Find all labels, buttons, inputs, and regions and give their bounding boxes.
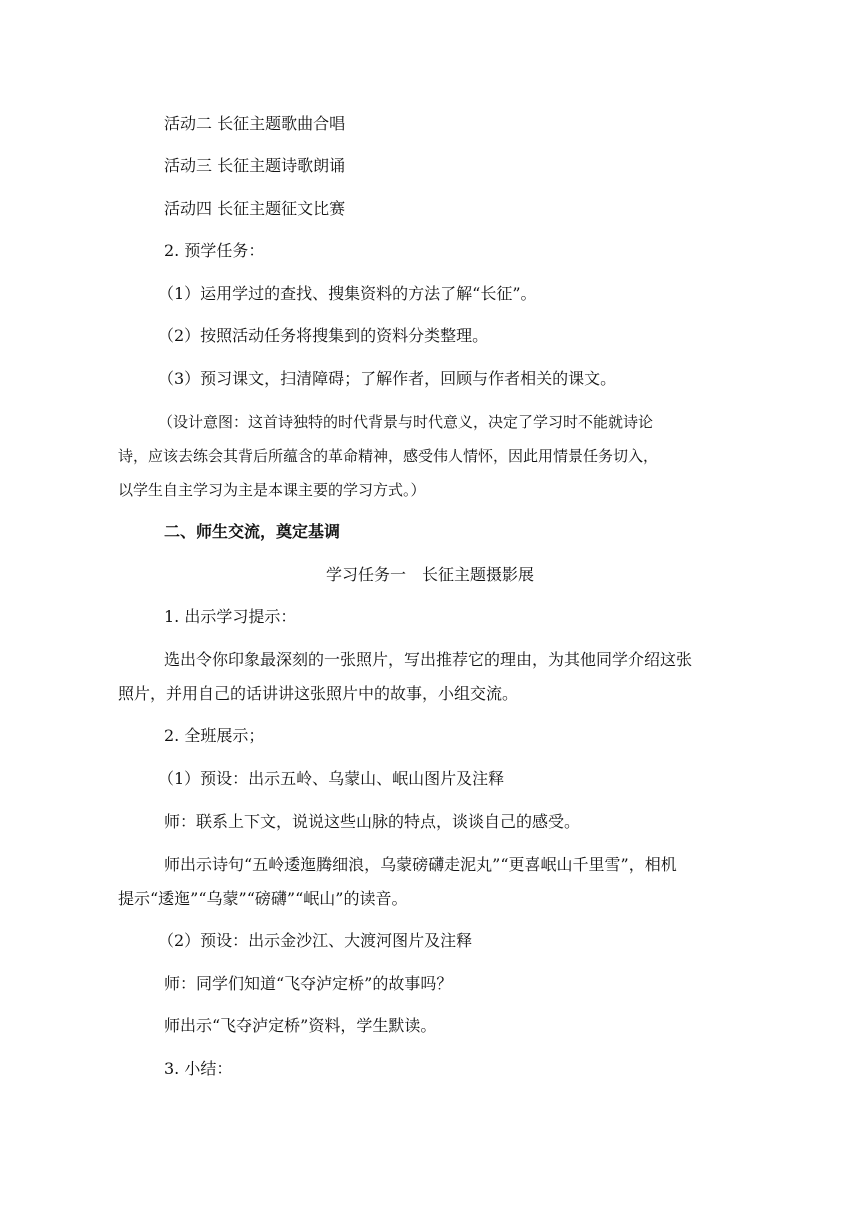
- learning-tip-heading: 1. 出示学习提示：: [164, 607, 297, 626]
- teacher-line-1: 师：联系上下文，说说这些山脉的特点，谈谈自己的感受。: [164, 812, 581, 831]
- section-heading: 二、师生交流，奠定基调: [164, 522, 341, 541]
- teacher-question: 师：同学们知道“飞夺泸定桥”的故事吗？: [164, 974, 453, 993]
- learning-tip-line-2: 照片，并用自己的话讲讲这张照片中的故事，小组交流。: [118, 684, 519, 703]
- preset-2: （2）预设：出示金沙江、大渡河图片及注释: [158, 931, 473, 950]
- summary-heading: 3. 小结：: [164, 1059, 233, 1078]
- activity-three: 活动三 长征主题诗歌朗诵: [164, 156, 346, 175]
- preset-1: （1）预设：出示五岭、乌蒙山、岷山图片及注释: [158, 769, 505, 788]
- teacher-poem-line-1: 师出示诗句“五岭逶迤腾细浪，乌蒙磅礴走泥丸”“更喜岷山千里雪”，相机: [164, 855, 677, 874]
- activity-two: 活动二 长征主题歌曲合唱: [164, 114, 346, 133]
- preview-task-item-1: （1）运用学过的查找、搜集资料的方法了解“长征”。: [158, 284, 537, 303]
- activity-four: 活动四 长征主题征文比赛: [164, 199, 346, 218]
- design-intent-line-1: （设计意图：这首诗独特的时代背景与时代意义，决定了学习时不能就诗论: [158, 413, 654, 431]
- teacher-material: 师出示“飞夺泸定桥”资料，学生默读。: [164, 1016, 437, 1035]
- preview-task-heading: 2. 预学任务：: [164, 241, 265, 260]
- teacher-poem-line-2: 提示“逶迤”“乌蒙”“磅礴”“岷山”的读音。: [118, 889, 408, 908]
- preview-task-item-3: （3）预习课文，扫清障碍；了解作者，回顾与作者相关的课文。: [158, 369, 617, 388]
- design-intent-line-2: 诗，应该去练会其背后所蕴含的革命精神，感受伟人情怀，因此用情景任务切入，: [118, 447, 659, 465]
- preview-task-item-2: （2）按照活动任务将搜集到的资料分类整理。: [158, 326, 489, 345]
- learning-tip-line-1: 选出令你印象最深刻的一张照片，写出推荐它的理由，为其他同学介绍这张: [164, 650, 693, 669]
- class-showcase-heading: 2. 全班展示；: [164, 726, 265, 745]
- task-title: 学习任务一 长征主题摄影展: [325, 565, 534, 584]
- design-intent-line-3: 以学生自主学习为主是本课主要的学习方式。）: [118, 481, 426, 499]
